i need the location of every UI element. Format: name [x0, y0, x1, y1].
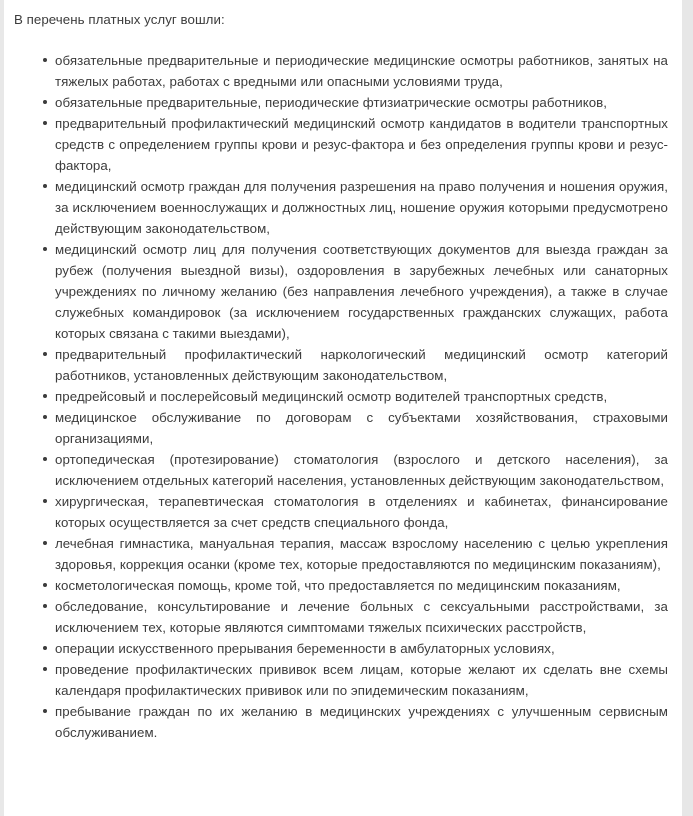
intro-paragraph: В перечень платных услуг вошли: [14, 12, 225, 27]
list-item-text: лечебная гимнастика, мануальная терапия, массаж взрослому населению с целью укрепления здоровья, коррекция осанки (кроме тех, которые предоставляются по медицинским показаниям), [55, 536, 668, 572]
list-item [4, 449, 682, 491]
list-item [4, 575, 682, 596]
list-item [4, 701, 682, 743]
list-item [4, 386, 682, 407]
list-item [4, 533, 682, 575]
list-item [4, 113, 682, 176]
list-item [4, 596, 682, 638]
list-item [4, 50, 682, 92]
right-scrollbar-gutter[interactable] [682, 0, 693, 816]
list-item-text: медицинский осмотр лиц для получения соответствующих документов для выезда граждан за рубеж (получения выездной визы), оздоровления в зарубежных лечебных или санаторных учреждениях по личному желанию (без направления лечебного учреждения), а также в случае служебных командировок (за исключением государственных гражданских служащих, работа которых связана с такими выездами), [55, 242, 668, 341]
list-item-text: медицинский осмотр граждан для получения разрешения на право получения и ношения оружия, за исключением военнослужащих и должностных лиц, ношение оружия которыми предусмотрено действующим законодательством, [55, 179, 668, 236]
list-item-text: предварительный профилактический наркологический медицинский осмотр категорий работников, установленных действующим законодательством, [55, 347, 668, 383]
list-item [4, 239, 682, 344]
list-item [4, 92, 682, 113]
paid-services-list [4, 50, 682, 743]
list-item-text: проведение профилактических прививок всем лицам, которые желают их сделать вне схемы календаря профилактических прививок или по эпидемическим показаниям, [55, 662, 668, 698]
list-item-text: операции искусственного прерывания беременности в амбулаторных условиях, [55, 641, 555, 656]
list-item [4, 176, 682, 239]
list-item [4, 344, 682, 386]
list-item-text: косметологическая помощь, кроме той, что предоставляется по медицинским показаниям, [55, 578, 621, 593]
list-item-text: хирургическая, терапевтическая стоматология в отделениях и кабинетах, финансирование которых осуществляется за счет средств специального фонда, [55, 494, 668, 530]
list-item-text: обязательные предварительные и периодические медицинские осмотры работников, занятых на тяжелых работах, работах с вредными или опасными условиями труда, [55, 53, 668, 89]
list-item [4, 491, 682, 533]
list-item-text: предварительный профилактический медицинский осмотр кандидатов в водители транспортных средств с определением группы крови и резус-фактора и без определения группы крови и резус-фактора, [55, 116, 668, 173]
list-item [4, 638, 682, 659]
list-item [4, 659, 682, 701]
list-item-text: предрейсовый и послерейсовый медицинский осмотр водителей транспортных средств, [55, 389, 608, 404]
list-item-text: обязательные предварительные, периодические фтизиатрические осмотры работников, [55, 95, 608, 110]
document-content [4, 0, 682, 816]
list-item [4, 407, 682, 449]
list-item-text: медицинское обслуживание по договорам с субъектами хозяйствования, страховыми организациями, [55, 410, 668, 446]
list-item-text: обследование, консультирование и лечение больных с сексуальными расстройствами, за исключением тех, которые являются симптомами тяжелых психических расстройств, [55, 599, 668, 635]
list-item-text: ортопедическая (протезирование) стоматология (взрослого и детского населения), за исключением отдельных категорий населения, установленных действующим законодательством, [55, 452, 668, 488]
list-item-text: пребывание граждан по их желанию в медицинских учреждениях с улучшенным сервисным обслуживанием. [55, 704, 668, 740]
